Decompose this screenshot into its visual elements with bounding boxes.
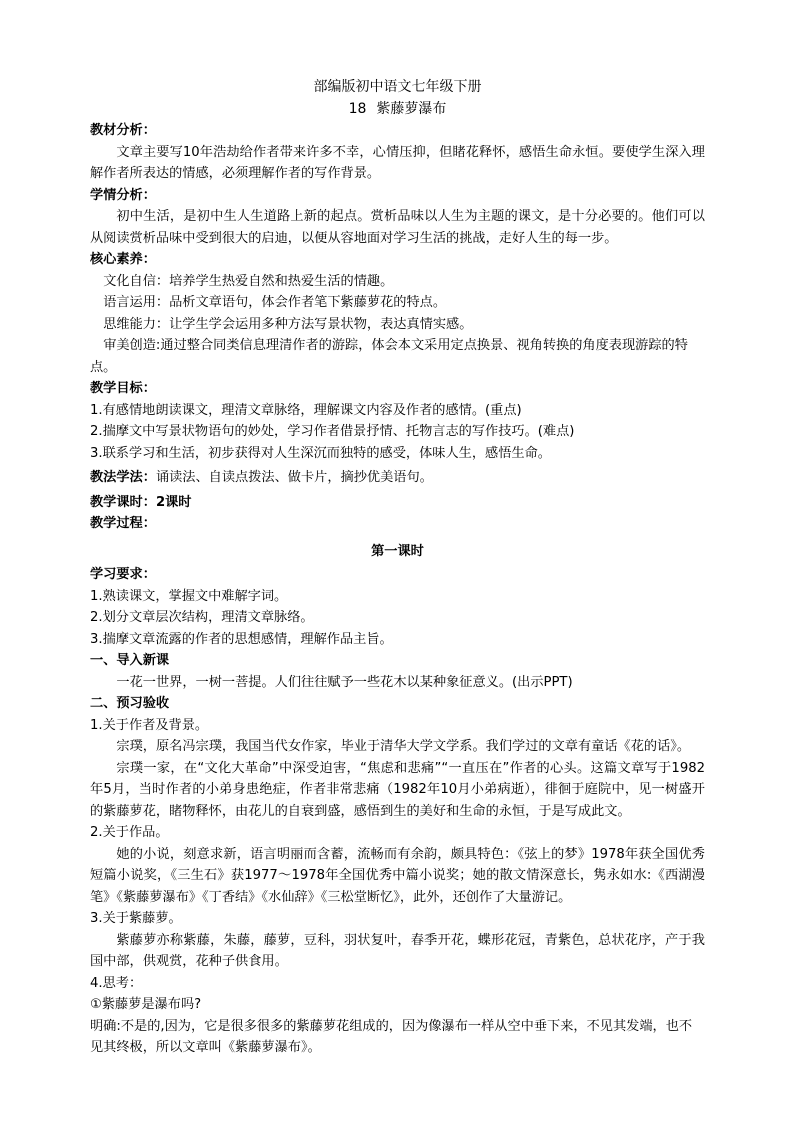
works-paragraph: 她的小说，刻意求新，语言明丽而含蓄，流畅而有余韵，颇具特色：《弦上的梦》1978年获全国优秀短篇小说奖，《三生石》获1977～1978年全国优秀中篇小说奖；她的散文情深意长，隽永如水:《西湖漫笔》《紫藤萝瀑布》《丁香结》《水仙辞》《三松堂断忆》，此外，还创作了大量游记。 bbox=[90, 846, 705, 905]
hours-value: 2课时 bbox=[155, 494, 192, 510]
section-heading-process: 教学过程： bbox=[90, 516, 156, 531]
section-heading-hours: 教学课时： bbox=[90, 494, 156, 510]
objective-item: 1.有感情地朗读课文，理清文章脉络，理解课文内容及作者的感情。(重点) bbox=[90, 402, 522, 418]
author-paragraph: 宗璞，原名冯宗璞，我国当代女作家，毕业于清华大学文学系。我们学过的文章有童话《花的话》。 bbox=[116, 739, 691, 754]
methods-line bbox=[90, 467, 705, 489]
section-heading-learner: 学情分析： bbox=[90, 187, 156, 203]
answer-paragraph: 明确:不是的,因为，它是很多很多的紫藤萝花组成的，因为像瀑布一样从空中垂下来，不见其发端，也不见其终极，所以文章叫《紫藤萝瀑布》。 bbox=[90, 1018, 693, 1055]
subheading-works: 2.关于作品。 bbox=[90, 825, 169, 840]
section-heading-methods: 教法学法： bbox=[90, 470, 156, 485]
requirement-item: 2.划分文章层次结构，理清文章脉络。 bbox=[90, 610, 314, 625]
literacy-item: 思维能力：让学生学会运用多种方法写景状物，表达真情实感。 bbox=[103, 316, 473, 332]
material-analysis-text: 文章主要写10年浩劫给作者带来许多不幸，心情压抑，但睹花释怀，感悟生命永恒。要使学生深入理解作者所表达的情感，必须理解作者的写作背景。 bbox=[90, 144, 705, 181]
intro-text: 一花一世界，一树一菩提。人们往往赋予一些花木以某种象征意义。(出示PPT) bbox=[116, 674, 573, 690]
objective-item: 2.揣摩文中写景状物语句的妙处，学习作者借景抒情、托物言志的写作技巧。(难点) bbox=[90, 424, 575, 439]
literacy-item: 文化自信：培养学生热爱自然和热爱生活的情趣。 bbox=[103, 273, 394, 289]
methods-text: 诵读法、自读点拨法、做卡片，摘抄优美语句。 bbox=[155, 470, 433, 485]
document-page bbox=[90, 76, 705, 1059]
wisteria-paragraph: 紫藤萝亦称紫藤，朱藤，藤萝，豆科，羽状复叶，春季开花，蝶形花冠，青紫色，总状花序，产于我国中部，供观赏，花种子供食用。 bbox=[90, 932, 705, 969]
section-heading-literacy: 核心素养： bbox=[90, 252, 156, 267]
objective-item: 3.联系学习和生活，初步获得对人生深沉而独特的感受，体味人生，感悟生命。 bbox=[90, 445, 551, 461]
background-paragraph: 宗璞一家，在“文化大革命”中深受迫害，“焦虑和悲痛”“一直压在”作者的心头。这篇文章写于1982年5月，当时作者的小弟身患绝症，作者非常悲痛（1982年10月小弟病逝），徘徊于庭院中，见一树盛开的紫藤萝花，睹物释怀，由花儿的自衰到盛，感悟到生的美好和生命的永恒，于是写成此文。 bbox=[90, 760, 705, 819]
lesson-number: 18 bbox=[348, 101, 367, 117]
section-heading-requirements: 学习要求： bbox=[90, 567, 156, 582]
lesson-title bbox=[90, 98, 705, 120]
section-heading-objectives: 教学目标： bbox=[90, 381, 156, 396]
literacy-item: 语言运用：品析文章语句，体会作者笔下紫藤萝花的特点。 bbox=[103, 295, 447, 310]
hours-line bbox=[90, 492, 705, 514]
lesson-name: 紫藤萝瀑布 bbox=[376, 101, 447, 117]
question-item: ①紫藤萝是瀑布吗? bbox=[90, 997, 202, 1012]
subheading-thinking: 4.思考： bbox=[90, 975, 143, 991]
doc-title: 部编版初中语文七年级下册 bbox=[313, 79, 482, 95]
section-heading-material: 教材分析： bbox=[90, 123, 156, 138]
period-title: 第一课时 bbox=[371, 543, 424, 559]
part-heading-intro: 一、导入新课 bbox=[90, 653, 170, 668]
requirement-item: 1.熟读课文，掌握文中难解字词。 bbox=[90, 588, 288, 604]
part-heading-preview: 二、预习验收 bbox=[90, 696, 170, 711]
learner-analysis-text: 初中生活，是初中生人生道路上新的起点。赏析品味以人生为主题的课文，是十分必要的。他们可以从阅读赏析品味中受到很大的启迪，以便从容地面对学习生活的挑战，走好人生的每一步。 bbox=[90, 209, 705, 246]
subheading-wisteria: 3.关于紫藤萝。 bbox=[90, 911, 182, 926]
subheading-author: 1.关于作者及背景。 bbox=[90, 717, 209, 733]
literacy-item: 审美创造:通过整合同类信息理清作者的游踪，体会本文采用定点换景、视角转换的角度表现游踪的特点。 bbox=[90, 338, 688, 375]
requirement-item: 3.揣摩文章流露的作者的思想感情，理解作品主旨。 bbox=[90, 631, 393, 647]
